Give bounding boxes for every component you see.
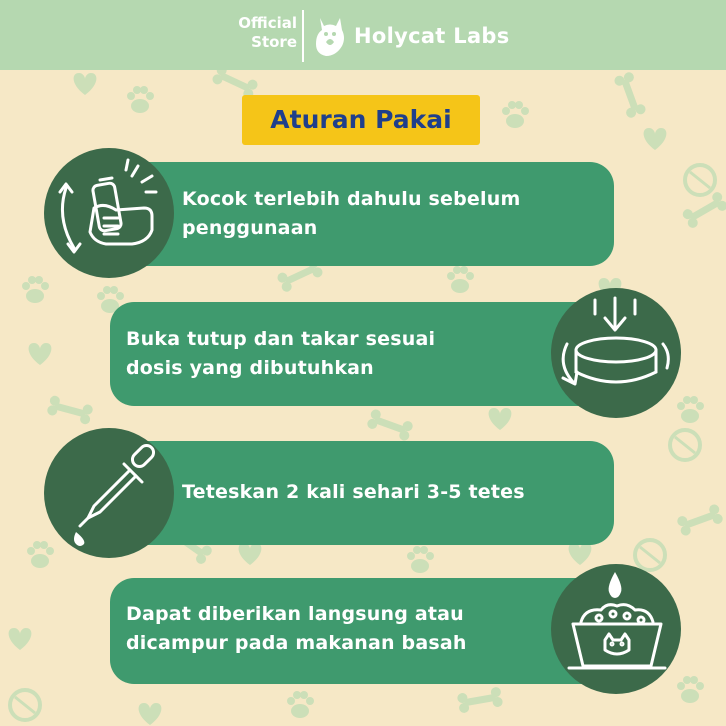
step-2-text bbox=[126, 325, 435, 383]
brand-divider bbox=[302, 10, 304, 62]
title-box bbox=[242, 95, 480, 145]
step-card-1 bbox=[118, 162, 614, 266]
page-title: Aturan Pakai bbox=[270, 105, 452, 134]
step-1-line-2: penggunaan bbox=[182, 217, 318, 239]
step-3-icon-circle bbox=[44, 428, 174, 558]
step-card-3 bbox=[118, 441, 614, 545]
step-3-line-1: Teteskan 2 kali sehari 3-5 tetes bbox=[182, 481, 525, 503]
step-4-text bbox=[126, 600, 467, 658]
dropper-icon bbox=[44, 428, 174, 558]
step-1-icon-circle bbox=[44, 148, 174, 278]
step-2-line-1: Buka tutup dan takar sesuai bbox=[126, 328, 436, 350]
open-cap-icon bbox=[551, 288, 681, 418]
official-line-2: Store bbox=[251, 33, 297, 51]
step-card-2 bbox=[110, 302, 606, 406]
step-2-line-2: dosis yang dibutuhkan bbox=[126, 357, 374, 379]
step-1-line-1: Kocok terlebih dahulu sebelum bbox=[182, 188, 521, 210]
step-3-text bbox=[182, 478, 525, 507]
holycat-logo-icon bbox=[312, 14, 348, 60]
step-4-line-2: dicampur pada makanan basah bbox=[126, 632, 467, 654]
header-bar bbox=[0, 0, 726, 70]
step-2-icon-circle bbox=[551, 288, 681, 418]
step-4-icon-circle bbox=[551, 564, 681, 694]
official-line-1: Official bbox=[238, 14, 297, 32]
step-4-line-1: Dapat diberikan langsung atau bbox=[126, 603, 464, 625]
step-card-4 bbox=[110, 578, 606, 684]
shake-bottle-icon bbox=[44, 148, 174, 278]
official-store-label bbox=[205, 14, 297, 52]
food-bowl-icon bbox=[551, 564, 681, 694]
brand-name: Holycat Labs bbox=[354, 24, 510, 48]
step-1-text bbox=[182, 185, 520, 243]
